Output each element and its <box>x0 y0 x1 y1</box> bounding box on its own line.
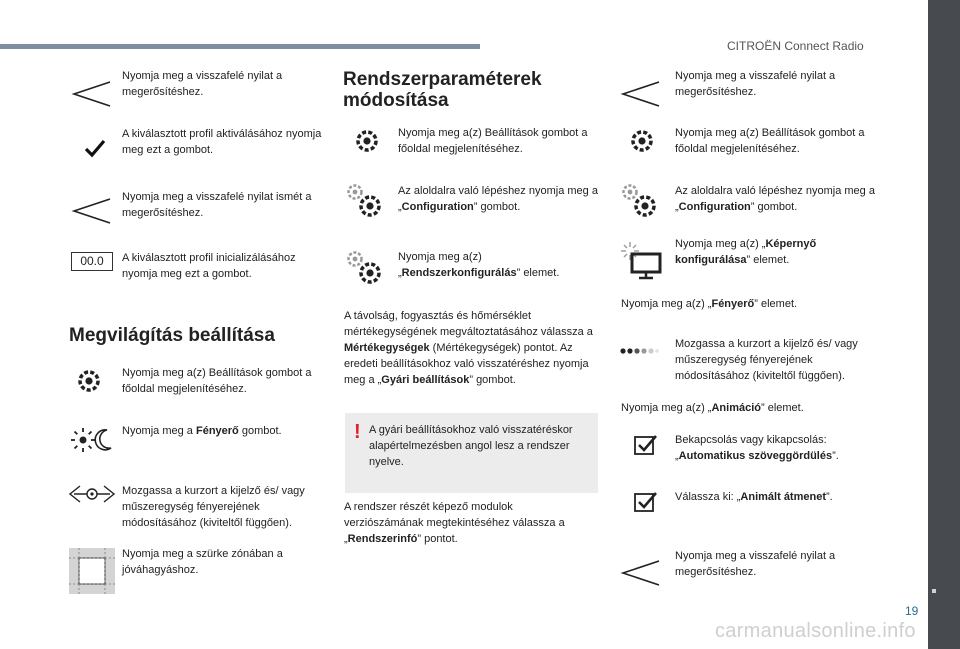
back-arrow-icon <box>70 79 114 109</box>
col2-paragraph-sysinfo: A rendszer részét képező modulok verziószámának megtekintéséhez válassza a „Rendszerinfó” pontot. <box>344 501 565 545</box>
header-bar <box>0 44 480 49</box>
col3-item-2-text: Nyomja meg a(z) Beállítások gombot a főoldal megjelenítéséhez. <box>675 127 865 155</box>
checkbox-checked-icon <box>634 434 658 456</box>
brightness-level-icon <box>619 346 659 356</box>
brightness-icon <box>69 426 115 454</box>
col1-item-5-text: Nyomja meg a(z) Beállítások gombot a főoldal megjelenítéséhez. <box>122 367 312 395</box>
gear-icon <box>354 128 380 154</box>
section-title-line-2: módosítása <box>343 90 449 111</box>
col3-item-1-text: Nyomja meg a visszafelé nyilat a megerősítéshez. <box>675 70 836 98</box>
warning-note-text: A gyári beállításokhoz való visszatéréskor alapértelmezésben angol lesz a rendszer nyelve. <box>369 424 573 468</box>
back-arrow-icon <box>619 79 663 109</box>
check-icon <box>84 138 106 158</box>
col3-line-brightness: Nyomja meg a(z) „Fényerő” elemet. <box>621 298 798 310</box>
screen-config-icon <box>620 240 664 282</box>
watermark: carmanualsonline.info <box>715 620 916 642</box>
col1-item-8-text: Nyomja meg a szürke zónában a jóváhagyáshoz. <box>122 548 283 576</box>
col2-item-3-text: Nyomja meg a(z) „Rendszerkonfigurálás” elemet. <box>398 251 560 279</box>
grey-zone-icon <box>69 548 115 594</box>
page-number: 19 <box>905 604 919 618</box>
back-arrow-icon <box>70 196 114 226</box>
col3-item-3-text: Az aloldalra való lépéshez nyomja meg a „Configuration” gombot. <box>675 185 875 213</box>
col3-line-animation: Nyomja meg a(z) „Animáció” elemet. <box>621 402 804 414</box>
col2-item-2-text: Az aloldalra való lépéshez nyomja meg a „Configuration” gombot. <box>398 185 598 213</box>
col2-paragraph-units: A távolság, fogyasztás és hőmérséklet mértékegységének megváltoztatásához válassza a Mértékegységek (Mértékegységek) pontot. Az eredeti beállításokhoz való visszatéréshez nyomja meg a „Gyári beállítások” gombot. <box>344 310 593 386</box>
system-config-icon <box>345 249 385 287</box>
page-marker <box>932 589 936 593</box>
gear-icon <box>629 128 655 154</box>
section-title-lighting: Megvilágítás beállítása <box>69 325 275 346</box>
gear-icon <box>76 368 102 394</box>
col3-item-6-text: Bekapcsolás vagy kikapcsolás: „Automatikus szöveggördülés”. <box>675 434 839 462</box>
configuration-icon <box>345 182 385 220</box>
col3-item-8-text: Nyomja meg a visszafelé nyilat a megerősítéshez. <box>675 550 836 578</box>
section-title-line-1: Rendszerparaméterek <box>343 69 542 90</box>
warning-note <box>345 413 598 493</box>
back-arrow-icon <box>619 558 663 588</box>
col1-item-3-text: Nyomja meg a visszafelé nyilat ismét a megerősítéshez. <box>122 191 312 219</box>
col3-item-7-text: Válassza ki: „Animált átmenet”. <box>675 491 833 503</box>
col1-item-2-text: A kiválasztott profil aktiválásához nyomja meg ezt a gombot. <box>122 128 322 156</box>
slider-cursor-icon <box>68 482 116 506</box>
col1-item-6-text: Nyomja meg a Fényerő gombot. <box>122 425 282 437</box>
col3-item-5-text: Mozgassa a kurzort a kijelző és/ vagy műszeregység fényerejének módosításához (kiviteltől függően). <box>675 338 858 382</box>
col2-item-1-text: Nyomja meg a(z) Beállítások gombot a főoldal megjelenítéséhez. <box>398 127 588 155</box>
section-title-system <box>343 69 542 111</box>
header-title: CITROËN Connect Radio <box>727 39 864 53</box>
configuration-icon <box>620 182 660 220</box>
col1-item-4-text: A kiválasztott profil inicializálásához nyomja meg ezt a gombot. <box>122 252 296 280</box>
checkbox-checked-icon <box>634 491 658 513</box>
col3-item-4-text: Nyomja meg a(z) „Képernyő konfigurálása” elemet. <box>675 238 817 266</box>
warning-icon: ! <box>354 421 361 443</box>
col1-item-1-text: Nyomja meg a visszafelé nyilat a megerősítéshez. <box>122 70 283 98</box>
col1-item-7-text: Mozgassa a kurzort a kijelző és/ vagy műszeregység fényerejének módosításához (kiviteltől függően). <box>122 485 305 529</box>
sidebar-strip <box>928 0 960 649</box>
counter-display-icon: 00.0 <box>71 252 113 271</box>
